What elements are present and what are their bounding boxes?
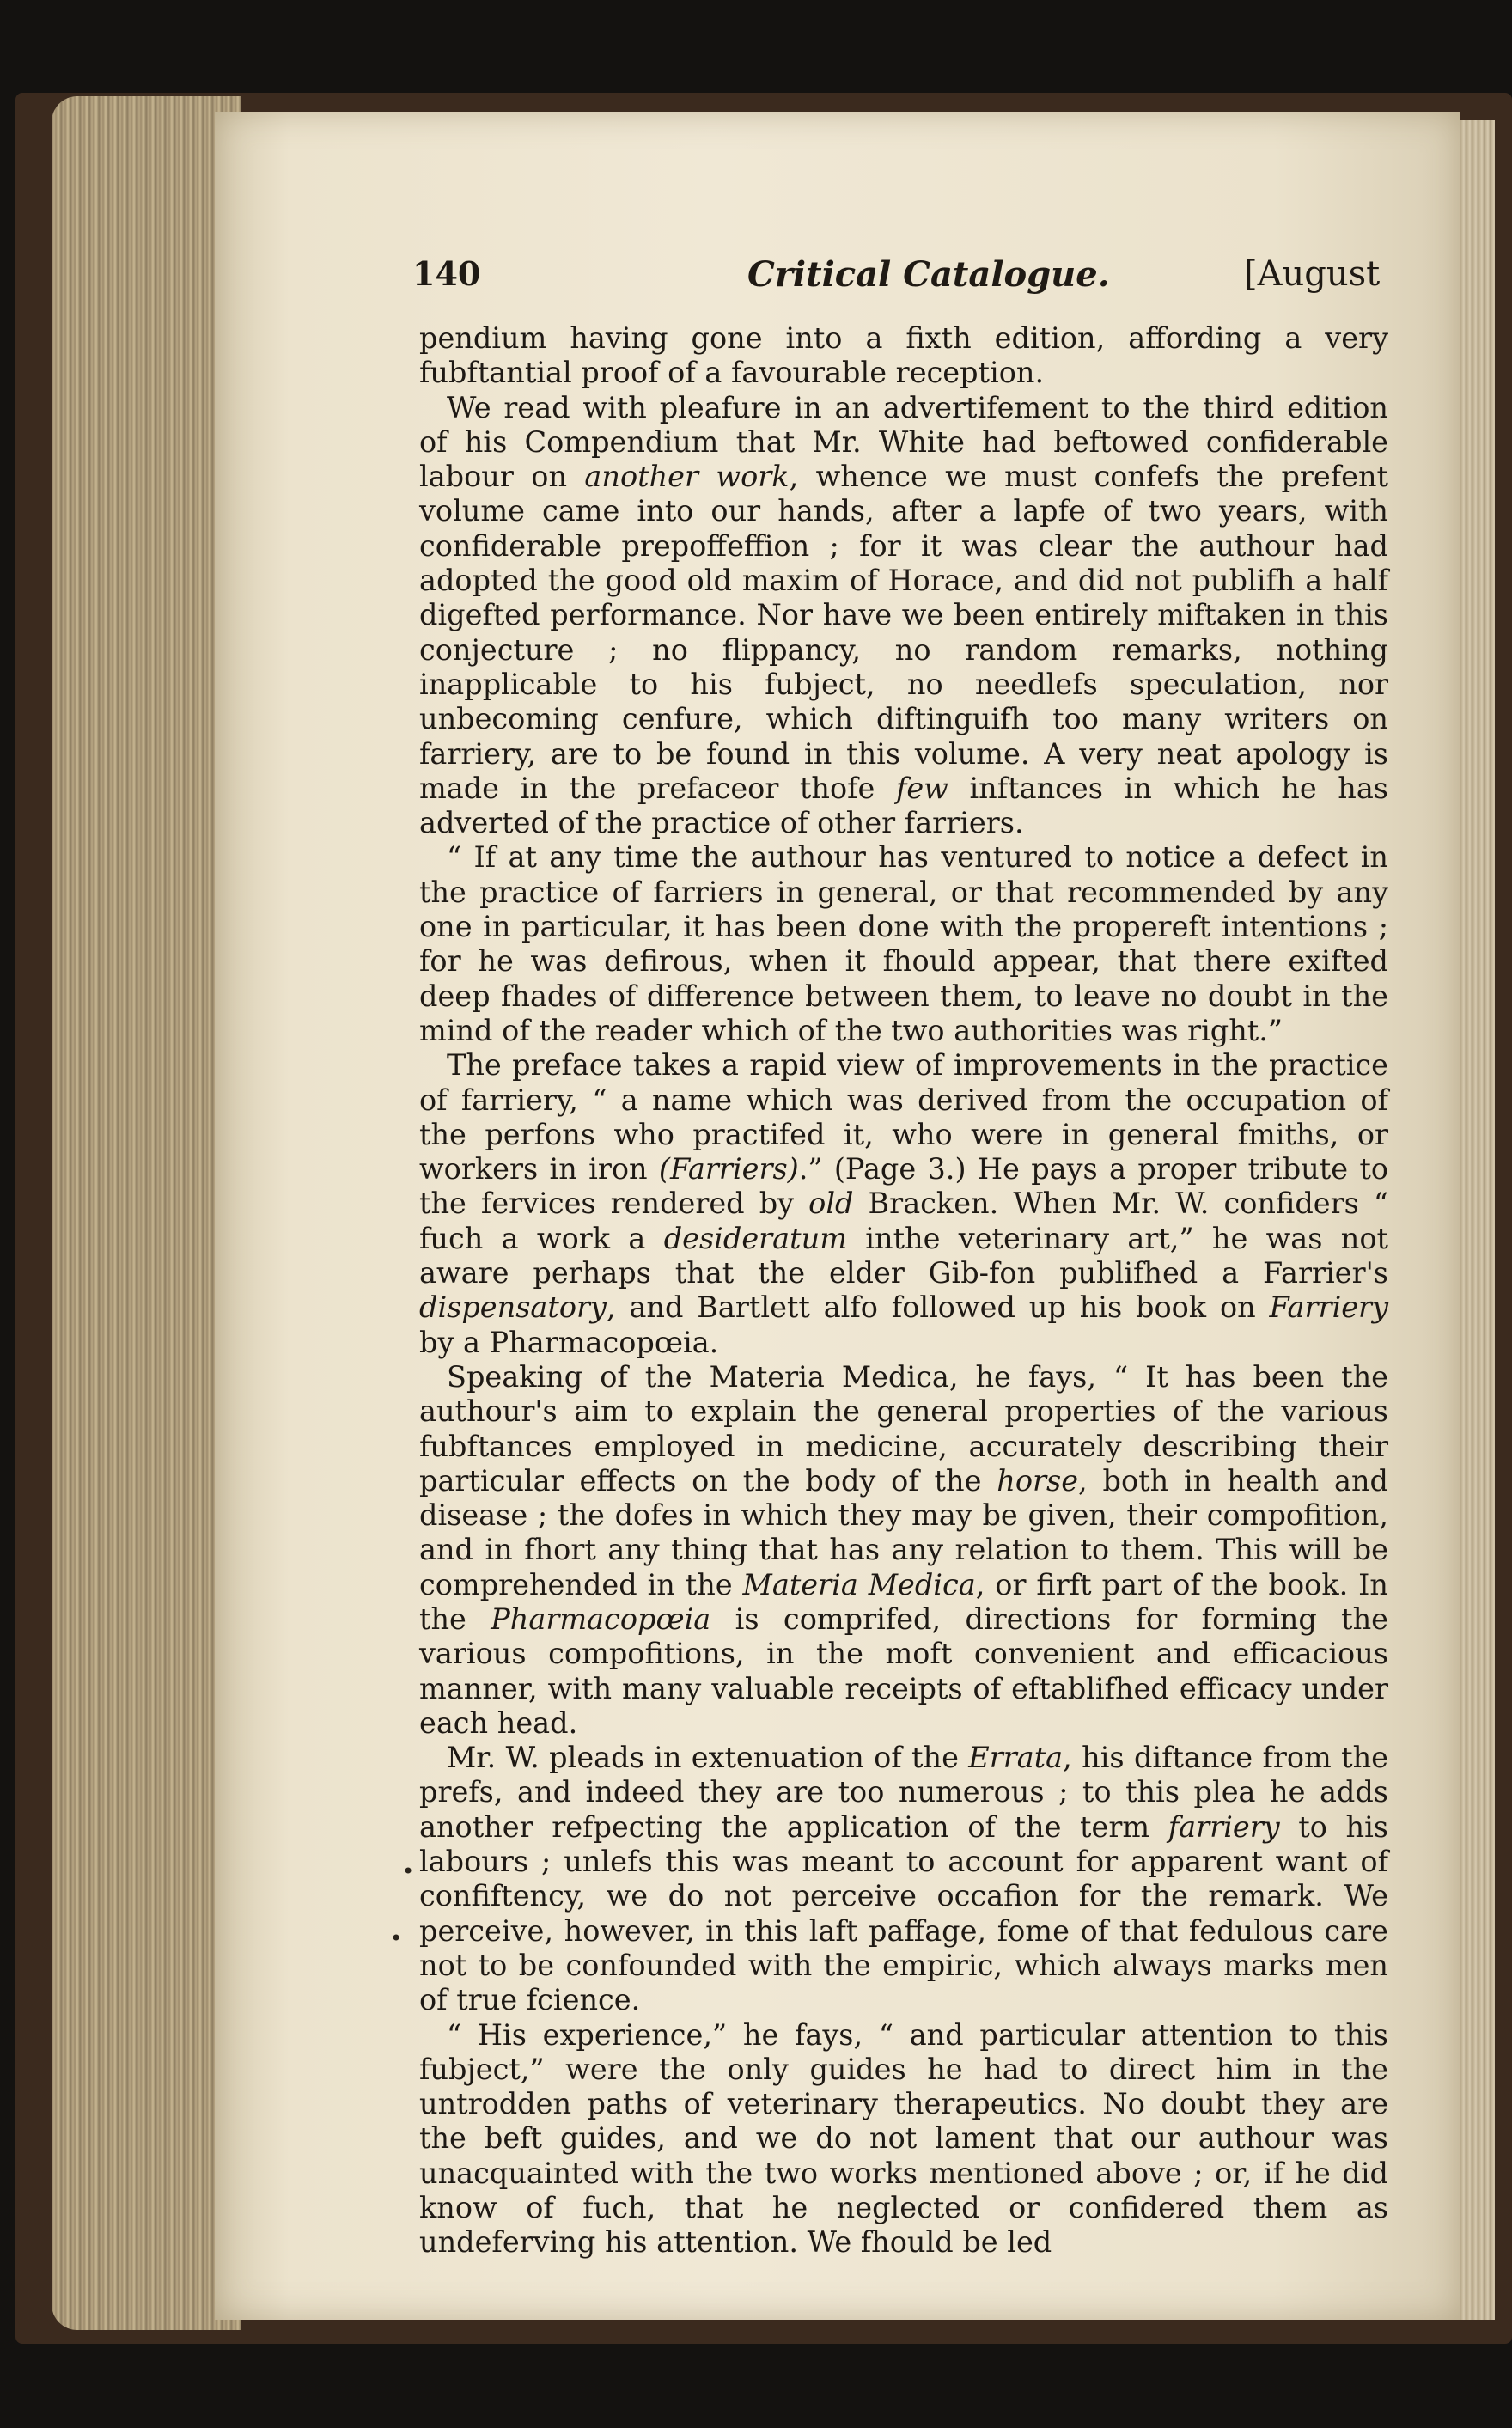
page-number: 140 — [412, 254, 481, 293]
paragraph: Mr. W. pleads in extenuation of the Errata, his diftance from the prefs, and indeed they are too numerous ; to this plea he adds another refpecting the application of the term farriery to his labours ; unlefs this was meant to account for apparent want of confiftency, we do not perceive occafion for the remark. We perceive, however, in this laft paffage, fome of that fedulous care not to be confounded with the empiric, which always marks men of true fcience. — [419, 1741, 1389, 2017]
body-text — [419, 321, 1388, 2260]
page-edges — [52, 96, 241, 2330]
paragraph: “ His experience,” he fays, “ and particular attention to this fubject,” were the only guides he had to direct him in the untrodden paths of veterinary therapeutics. No doubt they are the beft guides, and we do not lament that our authour was unacquainted with the two works mentioned above ; or, if he did know of fuch, that he neglected or confidered them as undeferving his attention. We fhould be led — [419, 2017, 1388, 2260]
margin-mark: • — [390, 1926, 403, 1950]
paragraph: We read with pleafure in an advertifement to the third edition of his Compendium that Mr. White had beftowed confiderable labour on another work, whence we must confefs the prefent volume came into our hands, after a lapfe of two years, with confiderable prepoffeffion ; for it was clear the authour had adopted the good old maxim of Horace, and did not publifh a half digefted performance. Nor have we been entirely miftaken in this conjecture ; no flippancy, no random remarks, nothing inapplicable to his fubject, no needlefs speculation, nor unbecoming cenfure, which diftinguifh too many writers on farriery, are to be found in this volume. A very neat apology is made in the prefaceor thofe few inftances in which he has adverted of the practice of other farriers. — [419, 390, 1388, 840]
paragraph: Speaking of the Materia Medica, he fays, “ It has been the authour's aim to explain the general properties of the various fubftances employed in medicine, accurately describing their particular effects on the body of the horse, both in health and disease ; the dofes in which they may be given, their compofition, and in fhort any thing that has any relation to them. This will be comprehended in the Materia Medica, or firft part of the book. In the Pharmacopœia is comprifed, directions for forming the various compofitions, in the moft convenient and efficacious manner, with many valuable receipts of eftablifhed efficacy under each head. — [419, 1359, 1389, 1740]
running-title: Critical Catalogue. — [747, 254, 1110, 295]
margin-mark: • — [402, 1859, 415, 1883]
paragraph: pendium having gone into a fixth edition, affording a very fubftantial proof of a favourable reception. — [419, 321, 1388, 390]
right-page-edges — [1460, 120, 1495, 2320]
paragraph: The preface takes a rapid view of improvements in the practice of farriery, “ a name which was derived from the occupation of the perfons who practifed it, who were in general fmiths, or workers in iron (Farriers).” (Page 3.) He pays a proper tribute to the fervices rendered by old Bracken. When Mr. W. confiders “ fuch a work a desideratum inthe veterinary art,” he was not aware perhaps that the elder Gib-fon publifhed a Farrier's dispensatory, and Bartlett alfo followed up his book on Farriery by a Pharmacopœia. — [419, 1048, 1389, 1359]
paragraph: “ If at any time the authour has ventured to notice a defect in the practice of farriers in general, or that recommended by any one in particular, it has been done with the propereft intentions ; for he was defirous, when it fhould appear, that there exifted deep fhades of difference between them, to leave no doubt in the mind of the reader which of the two authorities was right.” — [419, 840, 1388, 1047]
running-head-month: [August — [1244, 254, 1381, 294]
